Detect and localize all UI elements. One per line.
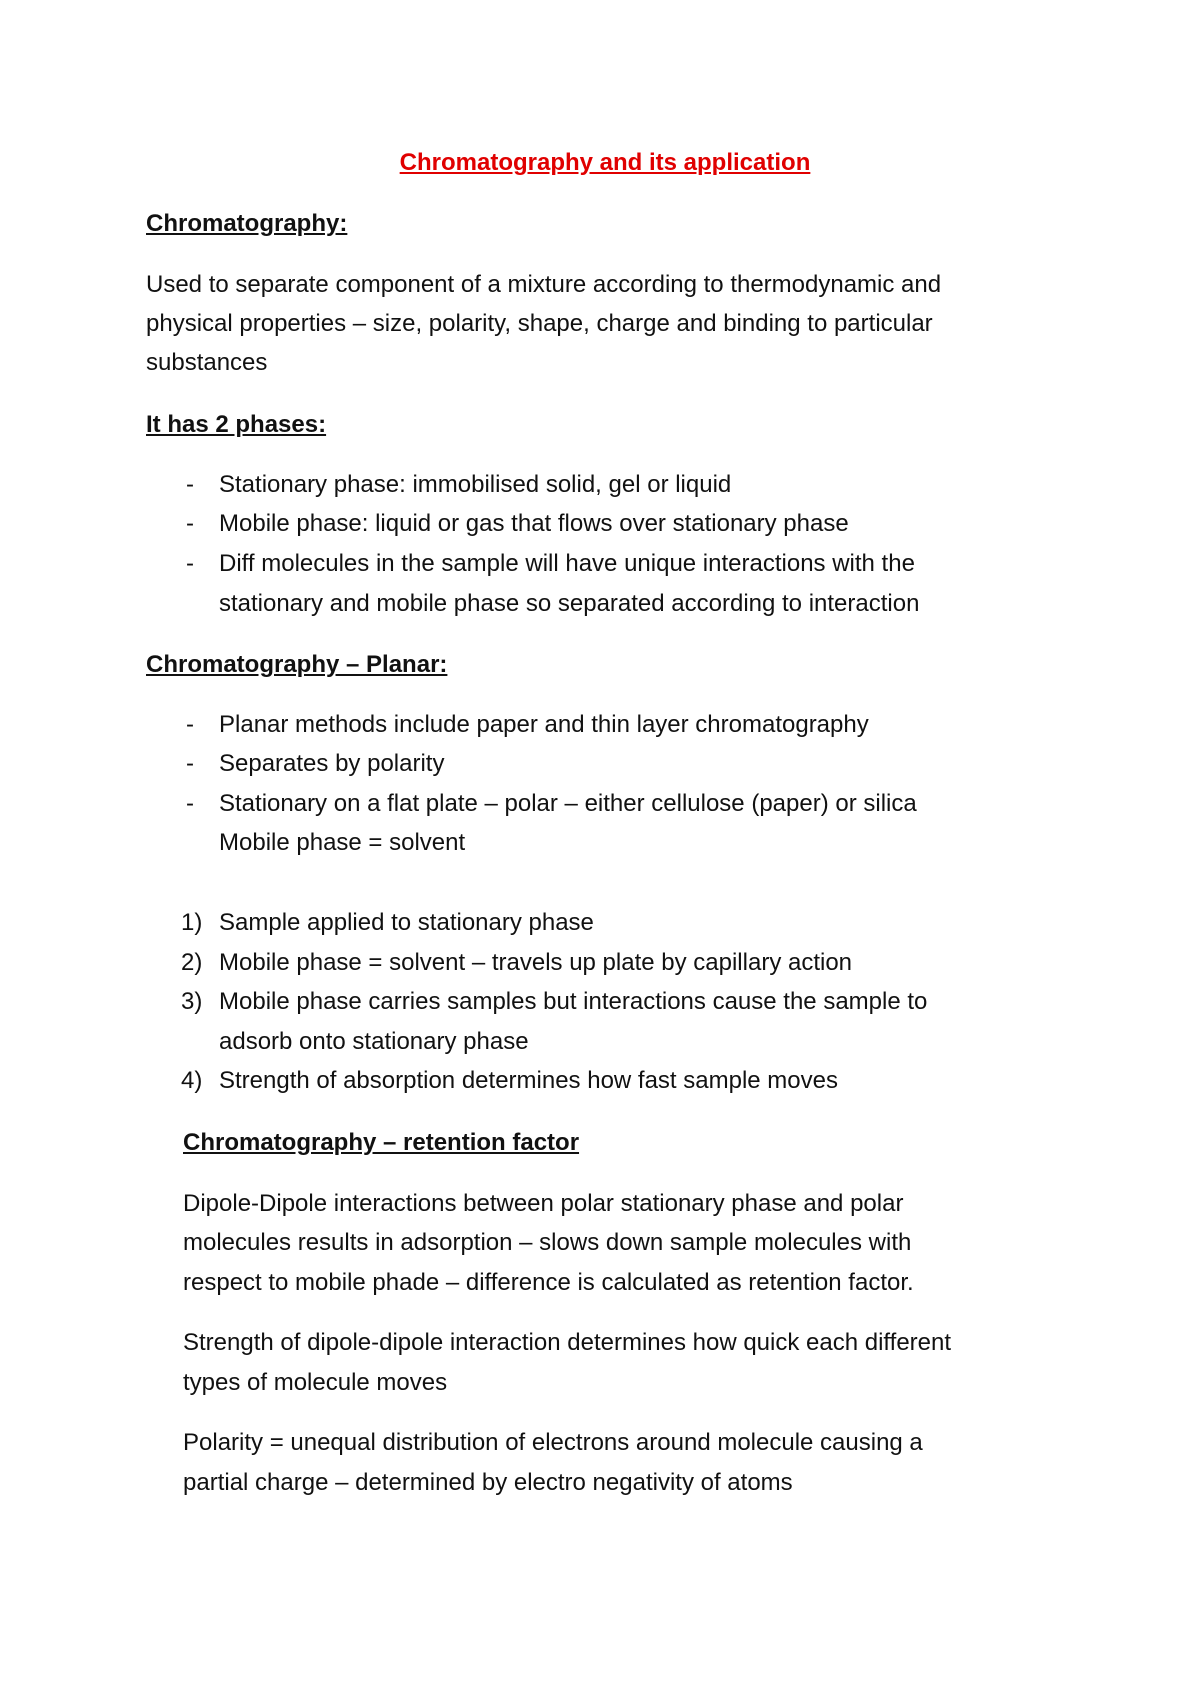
step-text: Mobile phase carries samples but interactions cause the sample to xyxy=(219,988,928,1015)
bullet-marker: - xyxy=(186,510,194,537)
section-heading-planar: Chromatography – Planar: xyxy=(146,651,448,678)
page-title: Chromatography and its application xyxy=(399,149,811,176)
step-number: 2) xyxy=(181,949,203,976)
bullet-item: Planar methods include paper and thin layer chromatography xyxy=(219,711,869,738)
paragraph-line: molecules results in adsorption – slows down sample molecules with xyxy=(183,1229,912,1256)
bullet-item: Diff molecules in the sample will have unique interactions with the xyxy=(219,550,915,577)
step-text: Mobile phase = solvent – travels up plate by capillary action xyxy=(219,949,853,976)
paragraph-line: physical properties – size, polarity, shape, charge and binding to particular xyxy=(146,310,933,337)
bullet-item: Separates by polarity xyxy=(219,750,445,777)
step-text-continuation: adsorb onto stationary phase xyxy=(219,1028,529,1055)
paragraph-line: respect to mobile phade – difference is calculated as retention factor. xyxy=(183,1269,914,1296)
paragraph-line: types of molecule moves xyxy=(183,1369,448,1396)
bullet-marker: - xyxy=(186,711,194,738)
paragraph-line: partial charge – determined by electro negativity of atoms xyxy=(183,1469,793,1496)
bullet-item: Stationary phase: immobilised solid, gel or liquid xyxy=(219,471,732,498)
bullet-marker: - xyxy=(186,550,194,577)
bullet-marker: - xyxy=(186,471,194,498)
bullet-marker: - xyxy=(186,750,194,777)
step-number: 1) xyxy=(181,909,203,936)
paragraph-line: Dipole-Dipole interactions between polar stationary phase and polar xyxy=(183,1190,904,1217)
paragraph-line: Polarity = unequal distribution of electrons around molecule causing a xyxy=(183,1429,923,1456)
paragraph-line: Used to separate component of a mixture according to thermodynamic and xyxy=(146,271,942,298)
step-number: 4) xyxy=(181,1067,203,1094)
paragraph-line: substances xyxy=(146,349,268,376)
section-heading-phases: It has 2 phases: xyxy=(146,411,327,438)
step-text: Sample applied to stationary phase xyxy=(219,909,594,936)
bullet-marker: - xyxy=(186,790,194,817)
section-heading-retention: Chromatography – retention factor xyxy=(183,1129,580,1156)
step-number: 3) xyxy=(181,988,203,1015)
bullet-item: Stationary on a flat plate – polar – either cellulose (paper) or silica xyxy=(219,790,917,817)
paragraph-line: Strength of dipole-dipole interaction determines how quick each different xyxy=(183,1329,952,1356)
section-heading-chromatography: Chromatography: xyxy=(146,210,348,237)
step-text: Strength of absorption determines how fast sample moves xyxy=(219,1067,838,1094)
bullet-item-continuation: stationary and mobile phase so separated according to interaction xyxy=(219,590,920,617)
bullet-item: Mobile phase: liquid or gas that flows over stationary phase xyxy=(219,510,849,537)
bullet-item-continuation: Mobile phase = solvent xyxy=(219,829,466,856)
